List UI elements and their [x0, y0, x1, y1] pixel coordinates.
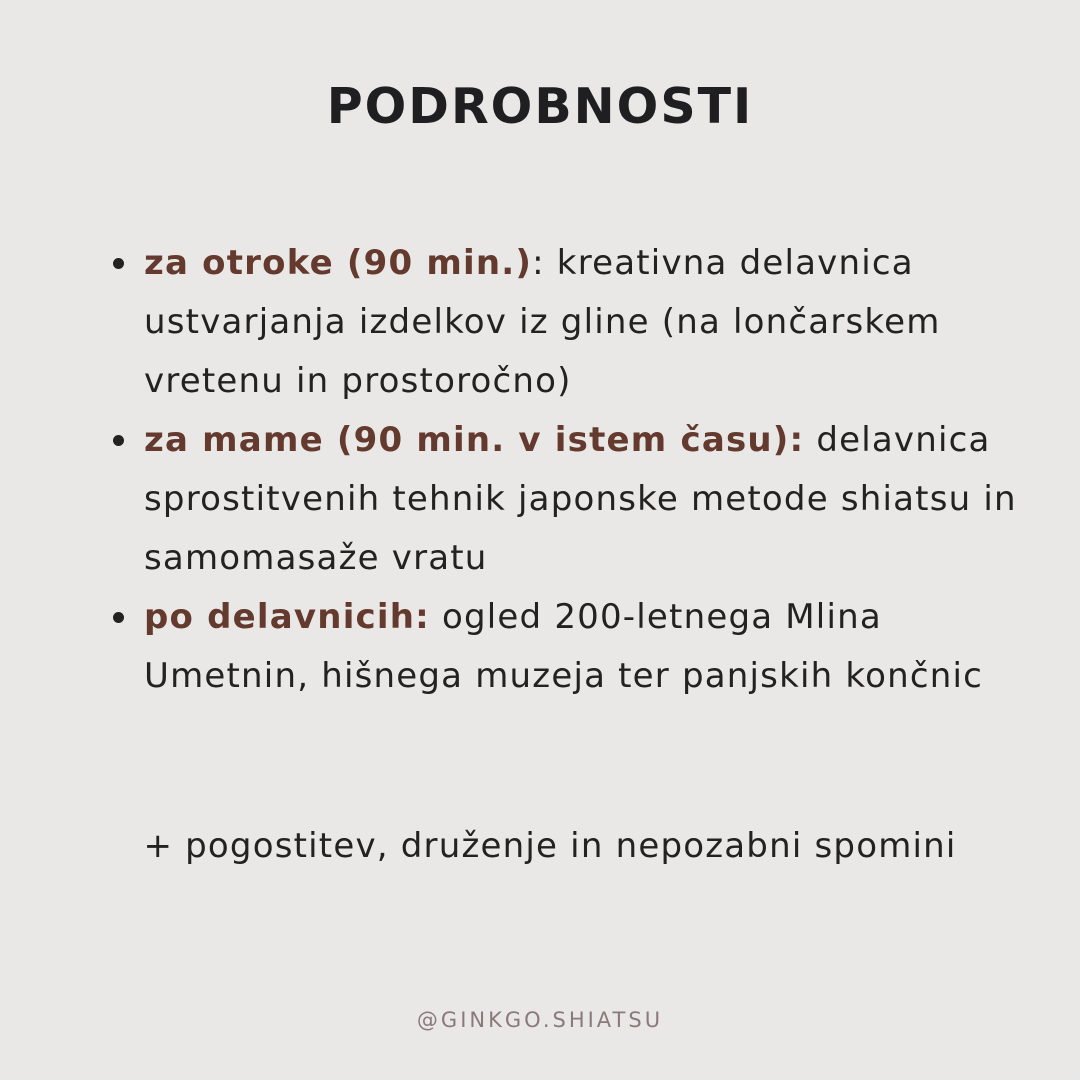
details-list	[110, 234, 1020, 706]
bullet-icon	[113, 258, 124, 269]
extras-text: + pogostitev, druženje in nepozabni spomini	[143, 826, 957, 866]
bullet-icon	[113, 612, 124, 623]
bullet-lead: za mame (90 min. v istem času):	[144, 420, 805, 460]
bullet-text: : kreativna delavnica ustvarjanja izdelkov iz gline (na lončarskem vretenu in prostoročno)	[144, 243, 941, 401]
bullet-text: delavnica sprostitvenih tehnik japonske metode shiatsu in samomasaže vratu	[144, 420, 1017, 578]
bullet-lead: po delavnicih:	[144, 597, 430, 637]
instagram-handle: @GINKGO.SHIATSU	[416, 1008, 664, 1032]
bullet-lead: za otroke (90 min.)	[144, 243, 533, 283]
list-item-mothers	[110, 411, 1020, 588]
bullet-text: ogled 200-letnega Mlina Umetnin, hišnega muzeja ter panjskih končnic	[144, 597, 984, 696]
bullet-icon	[113, 435, 124, 446]
list-item-children	[110, 234, 1020, 411]
page-title: PODROBNOSTI	[326, 78, 754, 135]
list-item-after-workshops	[110, 588, 1020, 706]
